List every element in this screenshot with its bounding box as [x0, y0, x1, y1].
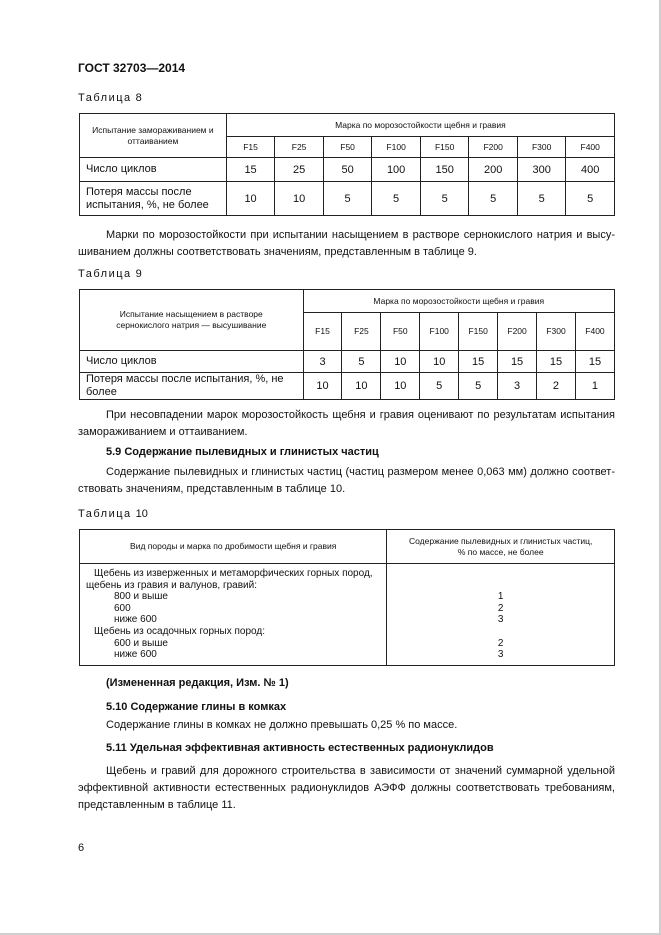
table-cell: 10	[275, 182, 324, 216]
table-cell: 2	[537, 373, 576, 400]
section-title: Содержание глины в комках	[130, 701, 287, 713]
table-row	[80, 182, 615, 216]
list-value: 2	[497, 637, 504, 649]
table-cell: 5	[372, 182, 421, 216]
list-item: щебень из гравия и валунов, гравий:	[86, 579, 258, 591]
table8-row-label: Потеря массы после испытания, %, не более	[80, 182, 227, 216]
table-cell: 10	[420, 351, 459, 373]
table8-grade: F15	[226, 137, 275, 158]
table-cell: 5	[420, 182, 469, 216]
paragraph-4: Содержание глины в комках не должно превышать 0,25 % по массе.	[106, 719, 458, 731]
list-item: ниже 600	[114, 614, 157, 626]
table9-grade: F25	[342, 313, 381, 351]
table9-grade: F100	[420, 313, 459, 351]
table8-row-label: Число циклов	[80, 158, 227, 182]
table-10	[79, 529, 615, 666]
page-number: 6	[78, 842, 85, 854]
table10-values	[387, 564, 615, 666]
list-value: 3	[497, 614, 504, 626]
table9-row-label: Число циклов	[80, 351, 304, 373]
table8-row-header: Испытание замораживанием и оттаиванием	[80, 114, 227, 158]
table9-caption-word: Таблица	[78, 268, 132, 280]
table9-grade: F15	[303, 313, 342, 351]
paragraph-5: Щебень и гравий для дорожного строительства в зависимости от значений суммарной удельной эффективной активности естественных радионуклидов АЭФФ должны соответствовать требованиям, представленным в таблице 11.	[78, 765, 615, 811]
table-cell: 3	[498, 373, 537, 400]
list-item: Щебень из осадочных горных пород:	[94, 625, 265, 637]
table9-grade: F50	[381, 313, 420, 351]
table8-grade: F25	[275, 137, 324, 158]
list-value	[387, 580, 614, 592]
table-cell: 15	[498, 351, 537, 373]
table-cell: 5	[566, 182, 615, 216]
section-5-11-heading	[106, 742, 494, 754]
table-row	[80, 373, 615, 400]
section-5-9-heading	[106, 446, 379, 458]
table-cell: 5	[420, 373, 459, 400]
section-number: 5.10	[106, 701, 128, 713]
table-cell: 150	[420, 158, 469, 182]
table10-col2-header: Содержание пылевидных и глинистых частиц, % по массе, не более	[387, 530, 615, 564]
section-title: Удельная эффективная активность естественных радионуклидов	[129, 742, 494, 754]
table9-caption-number: 9	[135, 268, 142, 280]
paragraph-2: При несовпадении марок морозостойкость щебня и гравия оценивают по результатам испытания замораживанием и оттаиванием.	[78, 409, 615, 438]
table-cell: 5	[459, 373, 498, 400]
table-cell: 5	[342, 351, 381, 373]
table-cell: 400	[566, 158, 615, 182]
table-cell: 5	[469, 182, 518, 216]
table-cell: 300	[517, 158, 566, 182]
table10-col1-header: Вид породы и марка по дробимости щебня и гравия	[80, 530, 387, 564]
table-cell: 10	[303, 373, 342, 400]
list-value: 1	[497, 591, 504, 603]
list-value: 3	[497, 649, 504, 661]
table-cell: 15	[459, 351, 498, 373]
table8-caption-word: Таблица	[78, 92, 132, 104]
table10-caption-word: Таблица	[78, 508, 132, 520]
table8-grade: F200	[469, 137, 518, 158]
table-cell: 5	[517, 182, 566, 216]
table-9	[79, 289, 615, 400]
table8-grade: F50	[323, 137, 372, 158]
section-5-10-heading	[106, 701, 286, 713]
table9-grade: F300	[537, 313, 576, 351]
list-item: 600 и выше	[114, 637, 168, 649]
table8-grade: F100	[372, 137, 421, 158]
table-cell: 15	[537, 351, 576, 373]
table8-caption	[78, 92, 142, 104]
paragraph-1: Марки по морозостойкости при испытании насыщением в растворе сернокислого натрия и высушиванием должны соответствовать значениям, представленным в таблице 9.	[78, 229, 615, 258]
section-number: 5.11	[106, 742, 127, 754]
table10-rock-types	[80, 564, 387, 666]
table9-caption	[78, 268, 142, 280]
table-cell: 10	[342, 373, 381, 400]
list-item: 800 и выше	[114, 591, 168, 603]
table8-group-header: Марка по морозостойкости щебня и гравия	[226, 114, 614, 137]
table-cell: 10	[226, 182, 275, 216]
list-item: ниже 600	[114, 649, 157, 661]
table8-grade: F300	[517, 137, 566, 158]
table8-grade: F400	[566, 137, 615, 158]
list-value: 2	[497, 602, 504, 614]
section-number: 5.9	[106, 446, 122, 458]
table-cell: 10	[381, 373, 420, 400]
table10-caption-number: 10	[135, 508, 148, 520]
section-title: Содержание пылевидных и глинистых частиц	[124, 446, 379, 458]
table-cell: 10	[381, 351, 420, 373]
table9-group-header: Марка по морозостойкости щебня и гравия	[303, 290, 614, 313]
table-cell: 25	[275, 158, 324, 182]
table9-row-header: Испытание насыщением в растворе сернокислого натрия — высушивание	[80, 290, 304, 351]
table-8	[79, 113, 615, 216]
table10-caption	[78, 508, 148, 520]
table8-grade: F150	[420, 137, 469, 158]
table9-grade: F200	[498, 313, 537, 351]
table9-grade: F150	[459, 313, 498, 351]
table-cell: 100	[372, 158, 421, 182]
list-item: 600	[114, 602, 131, 614]
amendment-note: (Измененная редакция, Изм. № 1)	[106, 677, 289, 689]
table-cell: 50	[323, 158, 372, 182]
list-value	[387, 626, 614, 638]
table-row	[80, 351, 615, 373]
table-cell: 5	[323, 182, 372, 216]
table9-grade: F400	[575, 313, 614, 351]
paragraph-3: Содержание пылевидных и глинистых частиц (частиц размером менее 0,063 мм) должно соответствовать значениям, представленным в таблице 10.	[78, 466, 615, 495]
table-cell: 15	[575, 351, 614, 373]
table-cell: 15	[226, 158, 275, 182]
table9-row-label: Потеря массы после испытания, %, не более	[80, 373, 304, 400]
table-cell: 3	[303, 351, 342, 373]
document-header: ГОСТ 32703—2014	[78, 61, 186, 75]
list-value	[387, 568, 614, 580]
table-row	[80, 158, 615, 182]
table-cell: 1	[575, 373, 614, 400]
list-item: Щебень из изверженных и метаморфических горных пород,	[94, 568, 373, 579]
table-cell: 200	[469, 158, 518, 182]
table8-caption-number: 8	[135, 92, 142, 104]
